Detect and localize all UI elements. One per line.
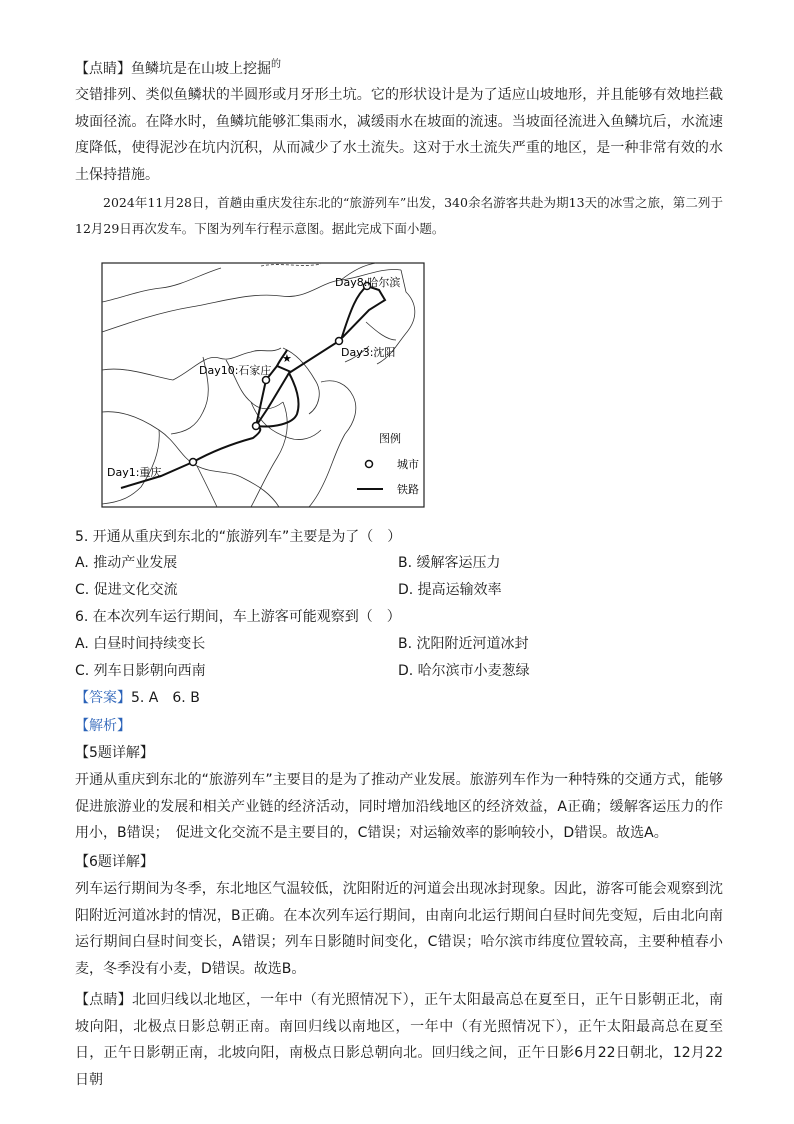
dianjing-paragraph-2 bbox=[75, 987, 723, 1093]
label-shenyang: Day3:沈阳 bbox=[341, 346, 396, 359]
legend-city-icon bbox=[366, 461, 373, 468]
detail-6-label: 【6题详解】 bbox=[75, 854, 154, 870]
dianjing-lead: 鱼鳞坑是在山坡上挖掘 bbox=[131, 61, 271, 77]
railway-route-map bbox=[101, 262, 425, 508]
detail-5-label: 【5题详解】 bbox=[75, 745, 154, 761]
city-zhengzhou bbox=[253, 423, 260, 430]
label-harbin: Day8:哈尔滨 bbox=[335, 276, 401, 289]
capital-star-icon: ★ bbox=[282, 352, 292, 365]
dianjing-label: 【点睛】 bbox=[75, 61, 131, 77]
question-5-option-d[interactable]: D. 提高运输效率 bbox=[398, 582, 502, 598]
answer-label: 【答案】 bbox=[75, 690, 131, 706]
dianjing-2-label: 【点睛】 bbox=[75, 992, 132, 1008]
question-5-stem: 5. 开通从重庆到东北的“旅游列车”主要是为了（ ） bbox=[75, 529, 402, 545]
question-6-option-b[interactable]: B. 沈阳附近河道冰封 bbox=[398, 636, 529, 652]
dianjing-sup: 的 bbox=[271, 59, 281, 70]
dianjing-paragraph-1 bbox=[75, 52, 723, 83]
detail-6-text: 列车运行期间为冬季，东北地区气温较低，沈阳附近的河道会出现冰封现象。因此，游客可能会观察到沈阳附近河道冰封的情况，B正确。在本次列车运行期间，由南向北运行期间白昼时间先变短，后由北向南运行期间白昼时间变长，A错误；列车日影随时间变化，C错误；哈尔滨市纬度位置较高，主要种植春小麦，冬季没有小麦，D错误。故选B。 bbox=[75, 881, 723, 977]
question-6-option-d[interactable]: D. 哈尔滨市小麦葱绿 bbox=[398, 663, 530, 679]
legend-city-label: 城市 bbox=[397, 458, 419, 471]
answer-text: 5. A 6. B bbox=[131, 690, 200, 706]
label-shijiazhuang: Day10:石家庄 bbox=[199, 364, 272, 377]
material-intro: 2024年11月28日，首趟由重庆发往东北的“旅游列车”出发，340余名游客共赴为期13天的冰雪之旅，第二列于12月29日再次发车。下图为列车行程示意图。据此完成下面小题。 bbox=[75, 195, 723, 236]
dianjing-2-text: 北回归线以北地区，一年中（有光照情况下），正午太阳最高总在夏至日，正午日影朝正北，南坡向阳，北极点日影总朝正南。南回归线以南地区，一年中（有光照情况下），正午太阳最高总在夏至日，正午日影朝正南，北坡向阳，南极点日影总朝向北。回归线之间，正午日影6月22日朝北，12月22日朝 bbox=[75, 992, 724, 1088]
question-5-option-a[interactable]: A. 推动产业发展 bbox=[75, 555, 178, 571]
legend-railway-label: 铁路 bbox=[397, 483, 419, 496]
question-6-option-c[interactable]: C. 列车日影朝向西南 bbox=[75, 663, 206, 679]
question-6-option-a[interactable]: A. 白昼时间持续变长 bbox=[75, 636, 206, 652]
detail-5-text: 开通从重庆到东北的“旅游列车”主要目的是为了推动产业发展。旅游列车作为一种特殊的交通方式，能够促进旅游业的发展和相关产业链的经济活动，同时增加沿线地区的经济效益，A正确；缓解客运压力的作用小，B错误； 促进文化交流不是主要目的，C错误；对运输效率的影响较小，D错误。故选A。 bbox=[75, 772, 723, 841]
question-5-option-b[interactable]: B. 缓解客运压力 bbox=[398, 555, 501, 571]
dianjing-body-1: 交错排列、类似鱼鳞状的半圆形或月牙形土坑。它的形状设计是为了适应山坡地形，并且能够有效地拦截坡面径流。在降水时，鱼鳞坑能够汇集雨水，减缓雨水在坡面的流速。当坡面径流进入鱼鳞坑后，水流速度降低，使得泥沙在坑内沉积，从而减少了水土流失。这对于水土流失严重的地区，是一种非常有效的水土保持措施。 bbox=[75, 87, 723, 183]
legend-title: 图例 bbox=[379, 432, 401, 445]
analysis-label: 【解析】 bbox=[75, 718, 131, 734]
city-shijiazhuang bbox=[263, 377, 270, 384]
label-chongqing: Day1:重庆 bbox=[107, 466, 162, 479]
question-6-stem: 6. 在本次列车运行期间，车上游客可能观察到（ ） bbox=[75, 609, 401, 625]
city-chongqing bbox=[190, 459, 197, 466]
city-shenyang bbox=[336, 338, 343, 345]
answer-line bbox=[75, 688, 200, 708]
question-5-option-c[interactable]: C. 促进文化交流 bbox=[75, 582, 178, 598]
